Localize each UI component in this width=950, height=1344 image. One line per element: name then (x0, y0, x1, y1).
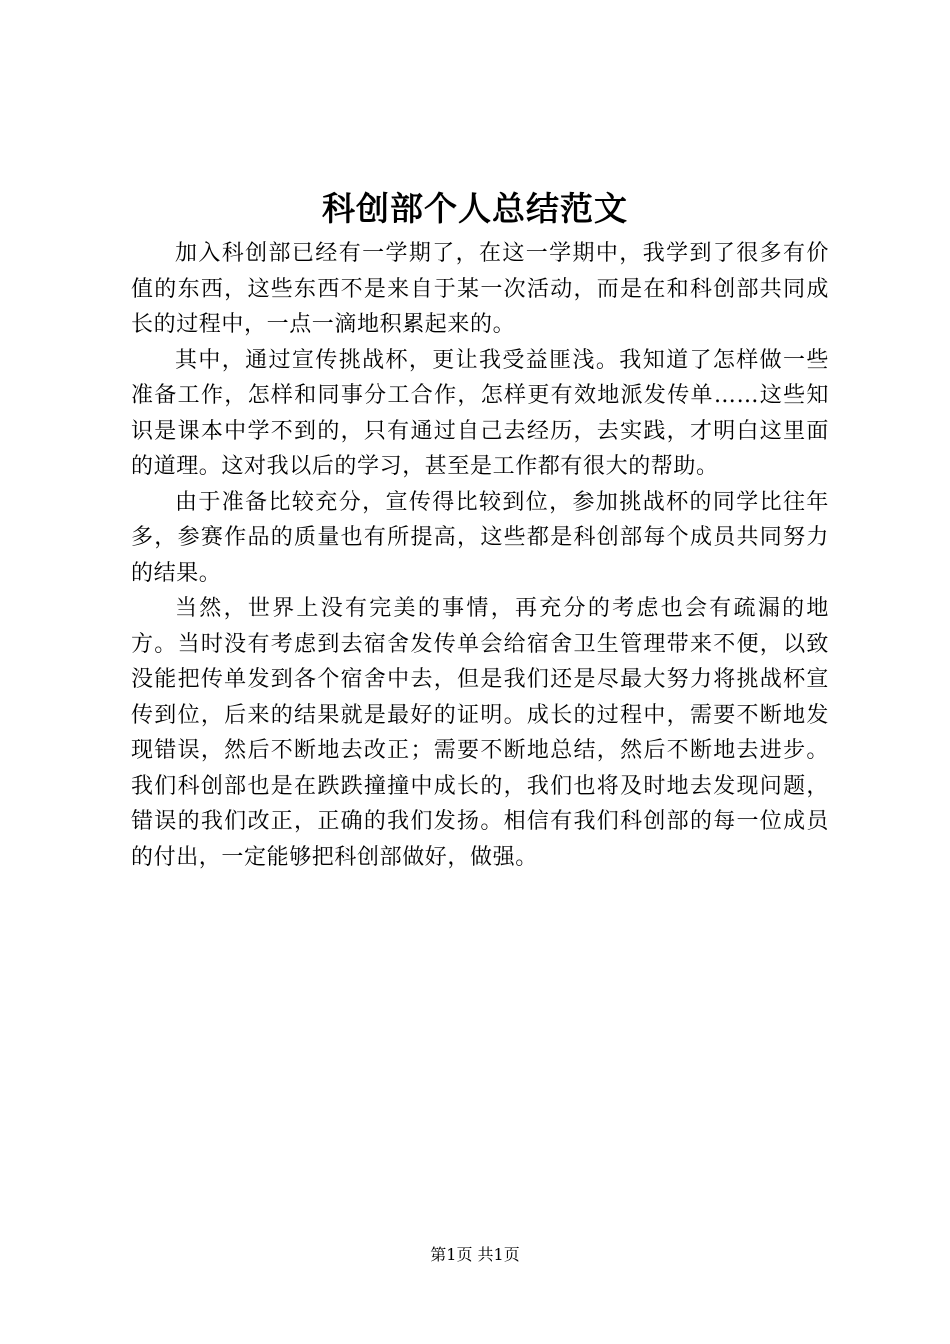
document-title: 科创部个人总结范文 (322, 189, 628, 228)
document-body (131, 236, 829, 875)
paragraph-3: 由于准备比较充分，宣传得比较到位，参加挑战杯的同学比往年多，参赛作品的质量也有所提高，这些都是科创部每个成员共同努力的结果。 (131, 489, 829, 586)
paragraph-4: 当然，世界上没有完美的事情，再充分的考虑也会有疏漏的地方。当时没有考虑到去宿舍发传单会给宿舍卫生管理带来不便，以致没能把传单发到各个宿舍中去，但是我们还是尽最大努力将挑战杯宣传到位，后来的结果就是最好的证明。成长的过程中，需要不断地发现错误，然后不断地去改正；需要不断地总结，然后不断地去进步。我们科创部也是在跌跌撞撞中成长的，我们也将及时地去发现问题，错误的我们改正，正确的我们发扬。相信有我们科创部的每一位成员的付出，一定能够把科创部做好，做强。 (131, 596, 829, 870)
paragraph-1: 加入科创部已经有一学期了，在这一学期中，我学到了很多有价值的东西，这些东西不是来自于某一次活动，而是在和科创部共同成长的过程中，一点一滴地积累起来的。 (131, 241, 829, 337)
paragraph-2: 其中，通过宣传挑战杯，更让我受益匪浅。我知道了怎样做一些准备工作，怎样和同事分工合作，怎样更有效地派发传单……这些知识是课本中学不到的，只有通过自己去经历，去实践，才明白这里面的道理。这对我以后的学习，甚至是工作都有很大的帮助。 (131, 347, 829, 479)
page-number-footer: 第1页 共1页 (430, 1245, 520, 1264)
